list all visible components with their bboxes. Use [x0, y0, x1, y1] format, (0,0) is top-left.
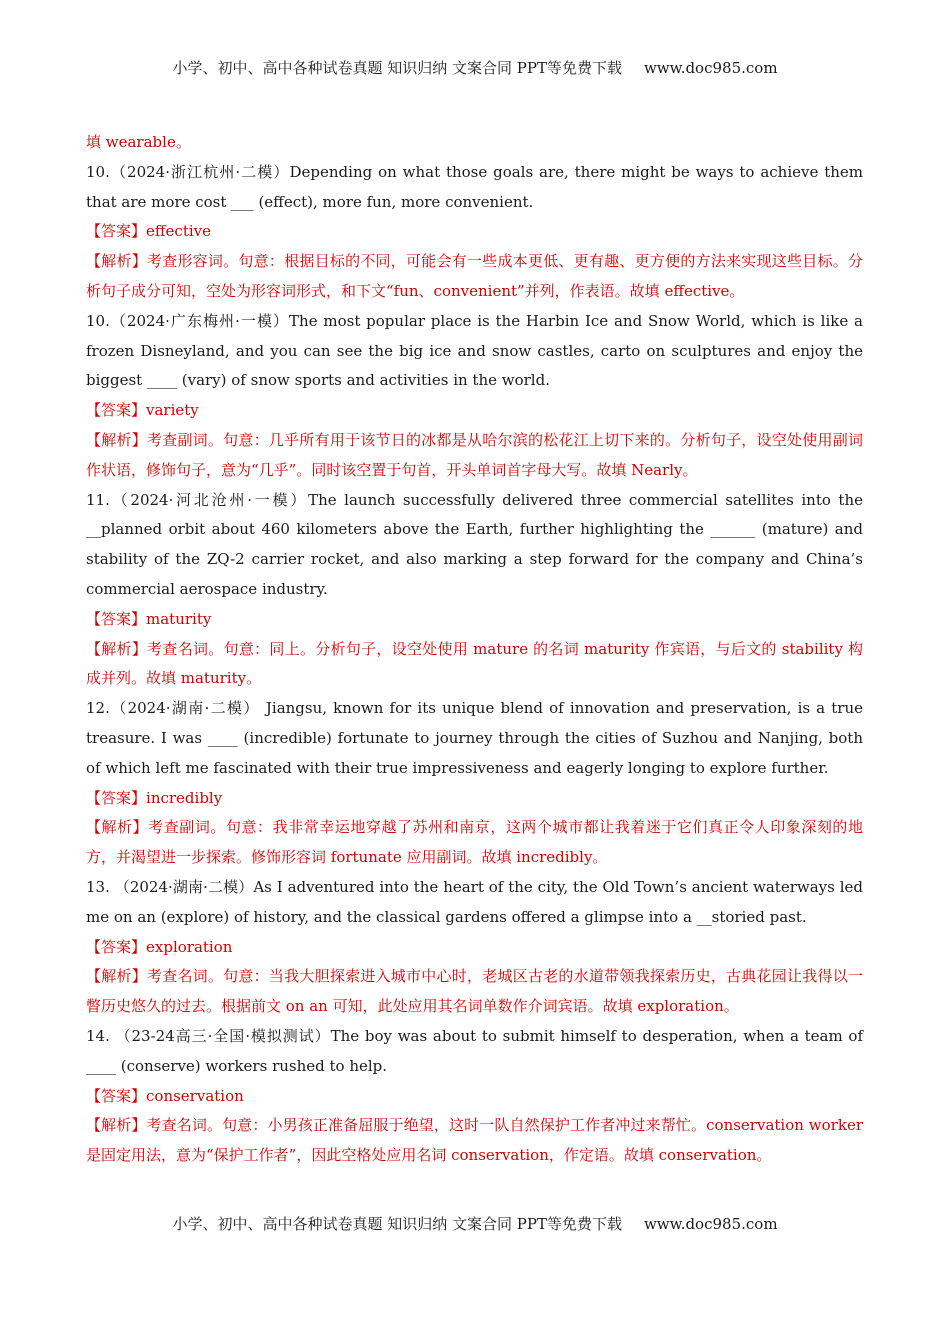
header-text: 小学、初中、高中各种试卷真题 知识归纳 文案合同 PPT等免费下载: [172, 59, 622, 77]
question-text: 13. （2024·湖南·二模）As I adventured into the heart of the city, the Old Town’s ancient waterways led me on an (explore) of history, and the classical gardens offered a glimpse into a __storied past.: [86, 877, 863, 926]
question-text: 12.（2024·湖南·二模） Jiangsu, known for its unique blend of innovation and preservation, is a true treasure. I was ____ (incredible) fortunate to journey through the cities of Suzhou and Nanjing, both of which left me fascinated with their true impressiveness and eagerly longing to explore further.: [86, 699, 863, 777]
analysis-text: 考查副词。句意：我非常幸运地穿越了苏州和南京，这两个城市都让我着迷于它们真正令人印象深刻的地方，并渴望进一步探索。修饰形容词 fortunate 应用副词。故填 incredibly。: [86, 818, 863, 867]
analysis-line: [86, 962, 863, 1022]
answer-line: [86, 396, 863, 426]
answer-label: 【答案】: [86, 788, 147, 807]
footer-site-link[interactable]: www.doc985.com: [643, 1215, 778, 1233]
question-item: [86, 873, 863, 1022]
analysis-text: 考查名词。句意：小男孩正准备屈服于绝望，这时一队自然保护工作者冲过来帮忙。conservation worker 是固定用法，意为“保护工作者”，因此空格处应用名词 conservation，作定语。故填 conservation。: [86, 1116, 863, 1165]
answer-text: incredibly: [146, 788, 223, 807]
carryover-text: 填 wearable。: [86, 133, 191, 151]
answer-line: [86, 1082, 863, 1112]
footer-text: 小学、初中、高中各种试卷真题 知识归纳 文案合同 PPT等免费下载: [172, 1215, 622, 1233]
page-header: [0, 57, 950, 78]
analysis-line: [86, 813, 863, 873]
answer-text: maturity: [146, 609, 212, 628]
header-site-link[interactable]: www.doc985.com: [643, 59, 778, 77]
analysis-label: 【解析】: [86, 430, 147, 449]
page-footer: [0, 1213, 950, 1234]
analysis-label: 【解析】: [86, 252, 147, 271]
question-text: 10.（2024·广东梅州·一模）The most popular place is the Harbin Ice and Snow World, which is like a frozen Disneyland, and you can see the big ice and snow castles, carto on sculptures and enjoy the biggest ____ (vary) of snow sports and activities in the world.: [86, 311, 863, 390]
answer-text: exploration: [146, 937, 233, 956]
analysis-text: 考查名词。句意：当我大胆探索进入城市中心时，老城区古老的水道带领我探索历史，古典花园让我得以一瞥历史悠久的过去。根据前文 on an 可知，此处应用其名词单数作介词宾语。故填 exploration。: [86, 967, 863, 1016]
answer-label: 【答案】: [86, 401, 147, 420]
analysis-label: 【解析】: [86, 639, 148, 658]
analysis-line: [86, 426, 863, 486]
answer-line: [86, 933, 863, 963]
question-text: 10.（2024·浙江杭州·二模）Depending on what those goals are, there might be ways to achieve them that are more cost ___ (effect), more fun, more convenient.: [86, 162, 863, 211]
question-item: [86, 1022, 863, 1171]
analysis-line: [86, 247, 863, 307]
analysis-text: 考查形容词。句意：根据目标的不同，可能会有一些成本更低、更有趣、更方便的方法来实现这些目标。分析句子成分可知，空处为形容词形式，和下文“fun、convenient”并列，作表语。故填 effective。: [86, 252, 863, 300]
answer-label: 【答案】: [86, 609, 147, 628]
answer-line: [86, 217, 863, 247]
question-item: [86, 158, 863, 307]
question-item: [86, 486, 863, 695]
question-item: [86, 307, 863, 486]
analysis-text: 考查名词。句意：同上。分析句子，设空处使用 mature 的名词 maturity 作宾语，与后文的 stability 构成并列。故填 maturity。: [86, 639, 863, 688]
analysis-label: 【解析】: [86, 818, 149, 837]
analysis-label: 【解析】: [86, 1116, 147, 1135]
question-text: 11.（2024·河北沧州·一模）The launch successfully delivered three commercial satellites into the __planned orbit about 460 kilometers above the Earth, further highlighting the ______ (mature) and stability of the ZQ-2 carrier rocket, and also marking a step forward for the company and China’s commercial aerospace industry.: [86, 490, 863, 598]
answer-line: [86, 784, 863, 814]
analysis-line: [86, 635, 863, 695]
analysis-line: [86, 1111, 863, 1171]
answer-label: 【答案】: [86, 937, 147, 956]
question-item: [86, 694, 863, 873]
answer-text: conservation: [146, 1086, 244, 1105]
answer-label: 【答案】: [86, 222, 147, 241]
answer-text: effective: [146, 222, 212, 241]
answer-line: [86, 605, 863, 635]
analysis-text: 考查副词。句意：几乎所有用于该节日的冰都是从哈尔滨的松花江上切下来的。分析句子，设空处使用副词作状语，修饰句子，意为“几乎”。同时该空置于句首，开头单词首字母大写。故填 Nearly。: [86, 430, 863, 479]
answer-label: 【答案】: [86, 1086, 147, 1105]
answer-text: variety: [146, 401, 199, 420]
question-text: 14. （23-24高三·全国·模拟测试）The boy was about to submit himself to desperation, when a team of ____ (conserve) workers rushed to help.: [86, 1026, 863, 1075]
page-content: [86, 128, 863, 1171]
analysis-label: 【解析】: [86, 967, 147, 986]
